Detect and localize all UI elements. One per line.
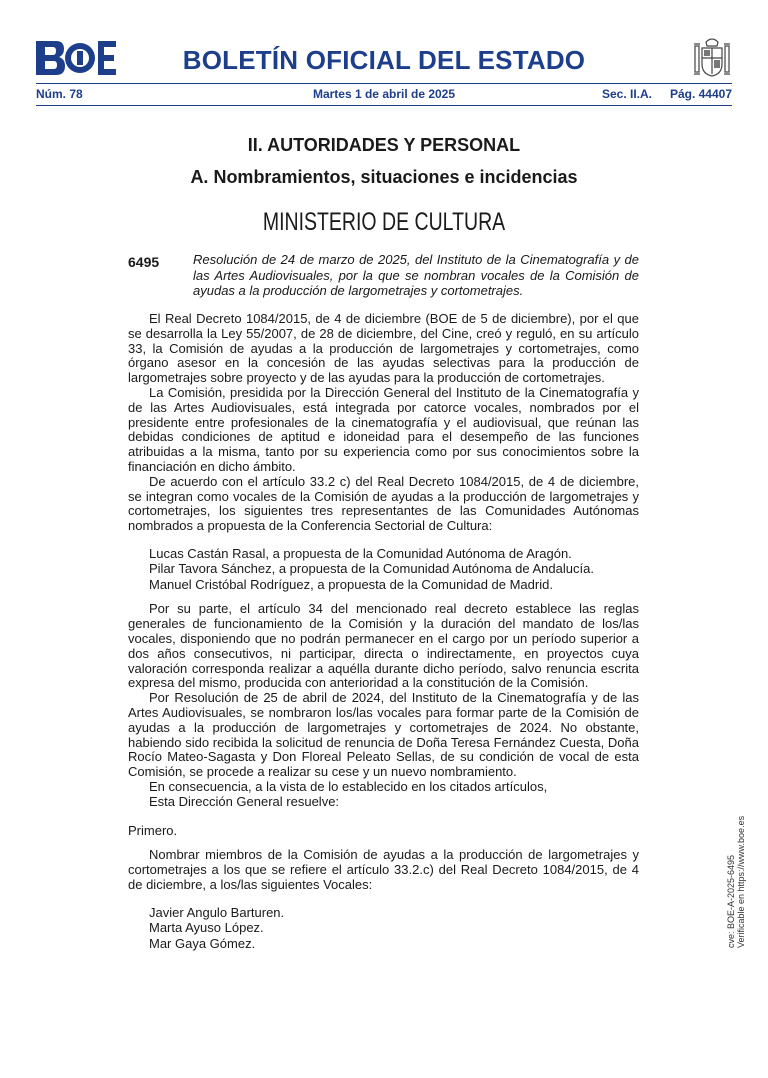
journal-title: BOLETÍN OFICIAL DEL ESTADO — [182, 45, 586, 75]
verification-margin-note — [726, 815, 756, 1078]
list-item: Pilar Tavora Sánchez, a propuesta de la Comunidad Autónoma de Andalucía. — [149, 561, 594, 577]
list-item: Lucas Castán Rasal, a propuesta de la Comunidad Autónoma de Aragón. — [149, 545, 572, 561]
paragraph: Nombrar miembros de la Comisión de ayudas a la producción de largometrajes y cortometrajes a los que se refiere el artículo 33.2.c) del Real Decreto 1084/2015, de 4 de diciembre, a los/las siguientes Vocales: — [128, 847, 639, 892]
page-header — [36, 36, 732, 84]
page-number: Pág. 44407 — [669, 87, 732, 101]
paragraph: Por su parte, el artículo 34 del mencionado real decreto establece las reglas generales de funcionamiento de la Comisión y la duración del mandato de los/las vocales, disponiendo que no podrán permanecer en el cargo por un período superior a dos años consecutivos, ni participar, directa o indirectamente, en proyectos cuya valoración corresponda realizar a aquélla durante dicho período, salvo renuncia escrita expresa del mismo, producida con anterioridad a la constitución de la Comisión. — [128, 601, 639, 691]
list-item: Mar Gaya Gómez. — [149, 935, 256, 951]
paragraph: La Comisión, presidida por la Dirección General del Instituto de la Cinematografía y de las Artes Audiovisuales, está integrada por catorce vocales, nombrados por el presidente entre profesionales de la cinematografía y el audiovisual, que reúnan las debidas condiciones de aptitud e idoneidad para el desempeño de las funciones atribuidas a la misma, tanto por su experiencia como por sus conocimientos sobre la financiación en dicho ámbito. — [128, 384, 639, 474]
coat-of-arms-icon — [692, 36, 732, 80]
list-item: Manuel Cristóbal Rodríguez, a propuesta de la Comunidad de Madrid. — [149, 576, 553, 592]
paragraph: De acuerdo con el artículo 33.2 c) del Real Decreto 1084/2015, de 4 de diciembre, se integran como vocales de la Comisión de ayudas a la producción de largometrajes y cortometrajes, los siguientes tres representantes de las Comunidades Autónomas nombrados a propuesta de la Conferencia Sectorial de Cultura: — [128, 473, 639, 534]
issue-info-bar — [36, 87, 732, 103]
primero-heading: Primero. — [128, 822, 178, 838]
document-number: 6495 — [128, 254, 160, 270]
paragraph: Por Resolución de 25 de abril de 2024, del Instituto de la Cinematografía y de las Artes Audiovisuales, se nombraron los/las vocales para formar parte de la Comisión de ayudas a la producción de largometrajes y cortometrajes de 2024. No obstante, habiendo sido recibida la solicitud de renuncia de Doña Teresa Fernández Cuesta, Doña Rocío Mateo-Sagasta y Don Floreal Peleato Sellas, de su condición de vocal de esta Comisión, se procede a realizar su cese y un nuevo nombramiento. — [128, 690, 639, 780]
verification-link[interactable]: Verificable en https://www.boe.es — [736, 815, 746, 948]
document-summary: Resolución de 24 de marzo de 2025, del Instituto de la Cinematografía y de las Artes Audiovisuales, por la que se nombran vocales de la Comisión de ayudas a la producción de largometrajes y cortometrajes. — [193, 252, 639, 298]
section-code: Sec. II.A. — [601, 87, 652, 101]
issue-number: Núm. 78 — [36, 87, 83, 101]
paragraph: Esta Dirección General resuelve: — [149, 793, 340, 809]
document-body — [128, 312, 639, 961]
header-rule-bottom — [36, 105, 732, 106]
section-heading: II. AUTORIDADES Y PERSONAL — [247, 135, 521, 155]
regional-members-list — [128, 546, 639, 593]
paragraph: En consecuencia, a la vista de lo establecido en los citados artículos, — [149, 779, 548, 795]
subsection-heading: A. Nombramientos, situaciones e incidencias — [190, 167, 578, 187]
cve-code: cve: BOE-A-2025-6495 — [726, 854, 736, 948]
header-rule-top — [36, 83, 732, 84]
paragraph: El Real Decreto 1084/2015, de 4 de diciembre (BOE de 5 de diciembre), por el que se desarrolla la Ley 55/2007, de 28 de diciembre, del Cine, creó y reguló, en su artículo 33, la Comisión de ayudas a la producción de largometrajes y cortometrajes, como órgano asesor en la concesión de las ayudas selectivas para la producción de largometrajes sobre proyecto y de las ayudas para la producción de cortometrajes. — [128, 311, 639, 386]
new-members-list — [128, 905, 639, 952]
issue-date: Martes 1 de abril de 2025 — [312, 87, 456, 101]
ministry-heading: MINISTERIO DE CULTURA — [262, 208, 506, 236]
list-item: Marta Ayuso López. — [149, 920, 264, 936]
list-item: Javier Angulo Barturen. — [149, 904, 285, 920]
